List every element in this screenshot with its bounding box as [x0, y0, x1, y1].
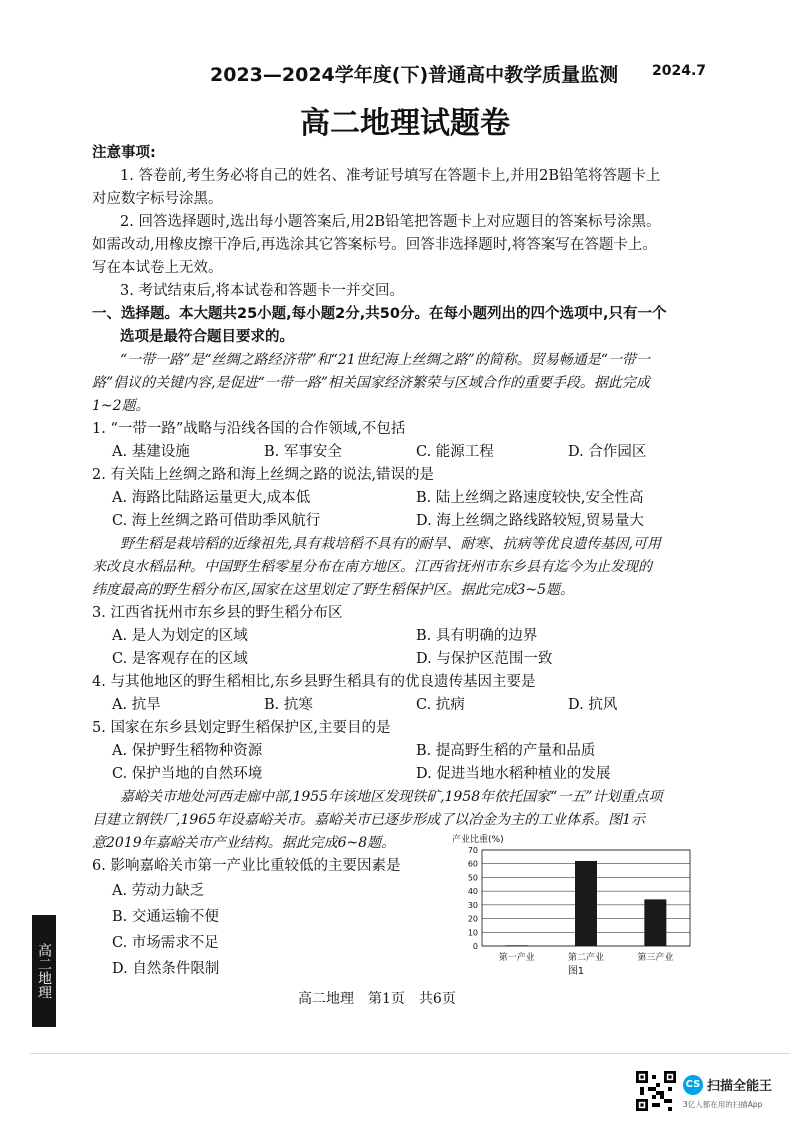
exam-header-title: 2023—2024学年度(下)普通高中教学质量监测 — [210, 64, 619, 86]
question-2-option-d[interactable]: D. 海上丝绸之路线路较短,贸易量大 — [416, 513, 644, 529]
chart-y-tick-label: 20 — [467, 914, 478, 924]
notice-line: 2. 回答选择题时,选出每小题答案后,用2B铅笔把答题卡上对应题目的答案标号涂黑。 — [120, 214, 661, 230]
chart-x-tick-label: 第一产业 — [498, 953, 535, 963]
section-heading-cont: 选项是最符合题目要求的。 — [120, 329, 294, 345]
question-1-option-a[interactable]: A. 基建设施 — [112, 444, 190, 460]
passage-3-line: 嘉峪关市地处河西走廊中部,1955年该地区发现铁矿,1958年依托国家“一五”计划重点项 — [120, 789, 663, 805]
notice-heading: 注意事项: — [92, 145, 156, 161]
chart-x-tick-label: 第二产业 — [567, 953, 605, 963]
passage-3-line: 目建立钢铁厂,1965年设嘉峪关市。嘉峪关市已逐步形成了以冶金为主的工业体系。图1示 — [92, 812, 645, 828]
question-3-option-d[interactable]: D. 与保护区范围一致 — [416, 651, 553, 667]
question-2-stem: 2. 有关陆上丝绸之路和海上丝绸之路的说法,错误的是 — [92, 467, 435, 483]
chart-bar — [575, 861, 597, 946]
scanner-app-name: 扫描全能王 — [707, 1079, 773, 1094]
chart-title: 图1 — [567, 966, 585, 977]
chart-y-tick-label: 10 — [467, 928, 478, 938]
passage-1-line: “一带一路”是“丝绸之路经济带”和“21世纪海上丝绸之路”的简称。贸易畅通是“一带一 — [120, 352, 650, 368]
industry-structure-chart — [450, 830, 710, 980]
question-1-option-d[interactable]: D. 合作园区 — [568, 444, 647, 460]
passage-2-line: 纬度最高的野生稻分布区,国家在这里划定了野生稻保护区。据此完成3~5题。 — [92, 582, 574, 598]
question-3-option-b[interactable]: B. 具有明确的边界 — [416, 628, 538, 644]
paper-title: 高二地理试题卷 — [300, 106, 510, 141]
chart-bar — [506, 945, 528, 946]
question-3-option-a[interactable]: A. 是人为划定的区域 — [112, 628, 248, 644]
chart-y-tick-label: 50 — [467, 873, 478, 883]
question-6-option-b[interactable]: B. 交通运输不便 — [112, 909, 219, 925]
question-5-option-c[interactable]: C. 保护当地的自然环境 — [112, 766, 263, 782]
scanner-app-tagline: 3亿人都在用的扫描App — [683, 1100, 763, 1109]
chart-y-tick-label: 40 — [467, 887, 478, 897]
chart-y-axis-label: 产业比重(%) — [452, 835, 504, 845]
passage-1-line: 路”倡议的关键内容,是促进“一带一路”相关国家经济繁荣与区域合作的重要手段。据此完成 — [92, 375, 650, 391]
section-heading: 一、选择题。本大题共25小题,每小题2分,共50分。在每小题列出的四个选项中,只有一个 — [92, 306, 667, 322]
question-6-option-c[interactable]: C. 市场需求不足 — [112, 935, 219, 951]
notice-line: 写在本试卷上无效。 — [92, 260, 223, 276]
question-4-option-c[interactable]: C. 抗病 — [416, 697, 465, 713]
question-4-stem: 4. 与其他地区的野生稻相比,东乡县野生稻具有的优良遗传基因主要是 — [92, 674, 536, 690]
question-2-option-b[interactable]: B. 陆上丝绸之路速度较快,安全性高 — [416, 490, 644, 506]
question-3-stem: 3. 江西省抚州市东乡县的野生稻分布区 — [92, 605, 343, 621]
notice-line: 3. 考试结束后,将本试卷和答题卡一并交回。 — [120, 283, 405, 299]
chart-y-tick-label: 0 — [472, 942, 478, 951]
camscanner-logo-icon: CS — [683, 1075, 703, 1095]
qr-code-icon — [636, 1071, 676, 1111]
question-5-stem: 5. 国家在东乡县划定野生稻保护区,主要目的是 — [92, 720, 391, 736]
question-2-option-a[interactable]: A. 海路比陆路运量更大,成本低 — [112, 490, 311, 506]
question-5-option-b[interactable]: B. 提高野生稻的产量和品质 — [416, 743, 596, 759]
page-bottom-divider — [30, 1053, 790, 1054]
chart-y-tick-label: 60 — [467, 859, 478, 869]
passage-3-line: 意2019年嘉峪关市产业结构。据此完成6~8题。 — [92, 835, 396, 851]
chart-y-tick-label: 70 — [467, 846, 478, 855]
chart-bar — [644, 899, 666, 946]
chart-x-tick-label: 第三产业 — [637, 953, 674, 963]
exam-date: 2024.7 — [652, 63, 707, 79]
passage-1-line: 1~2题。 — [92, 398, 150, 414]
question-4-option-d[interactable]: D. 抗风 — [568, 697, 618, 713]
question-6-option-d[interactable]: D. 自然条件限制 — [112, 961, 220, 977]
question-3-option-c[interactable]: C. 是客观存在的区域 — [112, 651, 248, 667]
question-5-option-a[interactable]: A. 保护野生稻物种资源 — [112, 743, 263, 759]
page-footer: 高二地理 第1页 共6页 — [298, 991, 456, 1007]
notice-line: 如需改动,用橡皮擦干净后,再选涂其它答案标号。回答非选择题时,将答案写在答题卡上。 — [92, 237, 657, 253]
notice-line: 对应数字标号涂黑。 — [92, 191, 223, 207]
question-4-option-a[interactable]: A. 抗旱 — [112, 697, 161, 713]
passage-2-line: 野生稻是栽培稻的近缘祖先,具有栽培稻不具有的耐旱、耐寒、抗病等优良遗传基因,可用 — [120, 536, 661, 552]
question-1-option-b[interactable]: B. 军事安全 — [264, 444, 342, 460]
passage-2-line: 来改良水稻品种。中国野生稻零星分布在南方地区。江西省抚州市东乡县有迄今为止发现的 — [92, 559, 652, 575]
question-4-option-b[interactable]: B. 抗寒 — [264, 697, 313, 713]
chart-y-tick-label: 30 — [467, 900, 478, 910]
question-6-option-a[interactable]: A. 劳动力缺乏 — [112, 883, 205, 899]
subject-side-tab: 高二地理 — [32, 915, 56, 1027]
question-6-stem: 6. 影响嘉峪关市第一产业比重较低的主要因素是 — [92, 858, 401, 874]
question-5-option-d[interactable]: D. 促进当地水稻种植业的发展 — [416, 766, 611, 782]
question-1-option-c[interactable]: C. 能源工程 — [416, 444, 494, 460]
question-1-stem: 1. “一带一路”战略与沿线各国的合作领域,不包括 — [92, 421, 406, 437]
question-2-option-c[interactable]: C. 海上丝绸之路可借助季风航行 — [112, 513, 321, 529]
notice-line: 1. 答卷前,考生务必将自己的姓名、准考证号填写在答题卡上,并用2B铅笔将答题卡上 — [120, 168, 661, 184]
